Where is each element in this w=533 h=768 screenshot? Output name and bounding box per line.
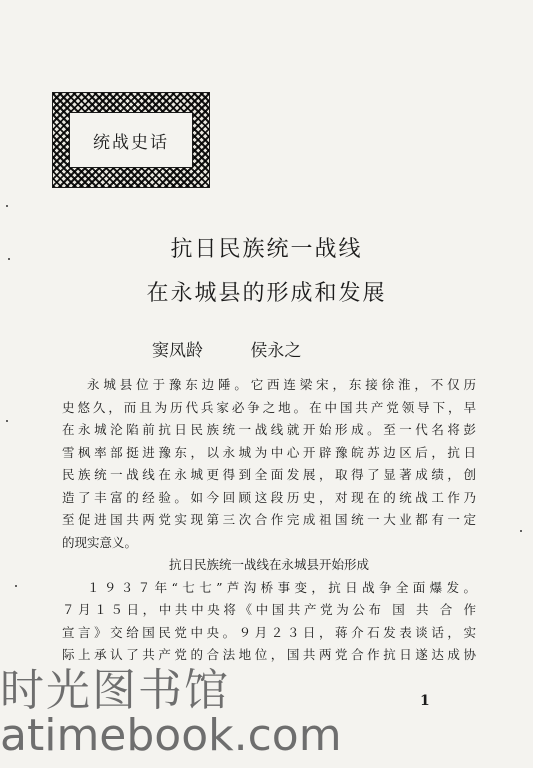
author-1: 窦凤龄 (152, 341, 203, 361)
scan-speck (6, 205, 8, 207)
text-line: 史悠久，而且为历代兵家必争之地。在中国共产党领导下，早 (62, 399, 476, 415)
text-line: １９３７年“七七”芦沟桥事变，抗日战争全面爆发。 (87, 579, 476, 595)
scan-speck (6, 420, 8, 422)
text-line: 宣言》交给国民党中央。９月２３日，蒋介石发表谈话，实 (62, 624, 476, 640)
article-title-line-2: 在永城县的形成和发展 (146, 281, 387, 306)
text-line: 永城县位于豫东边陲。它西连梁宋，东接徐淮，不仅历 (87, 377, 476, 392)
scan-speck (520, 530, 522, 532)
watermark-chinese: 时光图书馆 (0, 665, 230, 716)
text-line: 的现实意义。 (62, 534, 138, 550)
scan-speck (8, 258, 10, 260)
text-line: 雪枫率部挺进豫东，以永城为中心开辟豫皖苏边区后，抗日 (62, 444, 476, 460)
author-2: 侯永之 (250, 341, 302, 361)
column-label: 统战史话 (93, 132, 169, 153)
column-header-box (52, 92, 210, 188)
article-title-line-1: 抗日民族统一战线 (170, 237, 363, 262)
page-number: 1 (420, 693, 430, 709)
section-heading: 抗日民族统一战线在永城县开始形成 (168, 557, 369, 572)
author-line (152, 336, 343, 361)
watermark-url: atimebook.com (0, 710, 342, 761)
column-header-inner (69, 112, 193, 168)
text-line: 在永城沦陷前抗日民族统一战线就开始形成。至一代名将彭 (62, 422, 476, 437)
text-line: 造了丰富的经验。如今回顾这段历史，对现在的统战工作乃 (62, 489, 476, 505)
text-line: 民族统一战线在永城更得到全面发展，取得了显著成绩，创 (62, 467, 476, 482)
text-line: ７月１５日，中共中央将《中国共产党为公布 国 共 合 作 (62, 602, 476, 617)
article-body (62, 374, 476, 667)
scan-speck (15, 585, 17, 587)
text-line: 至促进国共两党实现第三次合作完成祖国统一大业都有一定 (62, 512, 476, 527)
text-line: 际上承认了共产党的合法地位，国共两党合作抗日遂达成协 (62, 647, 476, 662)
